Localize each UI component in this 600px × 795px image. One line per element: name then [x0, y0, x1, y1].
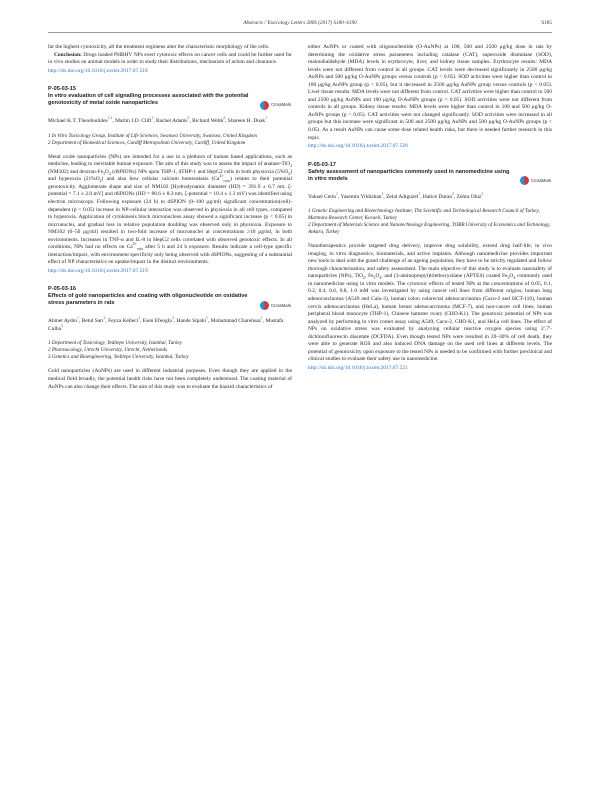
- crossmark-label: CrossMark: [271, 102, 292, 108]
- affiliations: [48, 133, 292, 147]
- right-column: [308, 44, 552, 372]
- author[interactable]: Ahmet Aydın$^1$: [48, 316, 79, 325]
- author[interactable]: Esen Efeoglu$^3$: [142, 316, 174, 325]
- doi-link[interactable]: http://dx.doi.org/10.1016/j.toxlet.2017.07.518: [48, 67, 148, 74]
- author[interactable]: Hatice Duran$^2$: [422, 191, 454, 200]
- author[interactable]: Richard Webb$^2$: [192, 116, 226, 125]
- author[interactable]: Mustafa Culha$^3$: [48, 318, 284, 332]
- affiliations: [48, 340, 292, 361]
- abstract-p-05-03-15: [48, 86, 292, 275]
- affiliation: 3 Genetics and Bioengineering, Yeditepe University, Istanbul, Turkey: [48, 354, 189, 361]
- crossmark-label: CrossMark: [271, 302, 292, 308]
- left-column: [48, 44, 292, 391]
- abstract-body: Metal oxide nanoparticles (NPs) are intended for a use in a plethora of human based applications, such as medicine, leading to inevitable human exposure. The aim of this study was to assess the impact of anatase-TiO$_2$ (NM102) and dextran-$Fe_3O_4$ (dSPIONs) NPs upon THP-1, dTHP-1 and HepG2 cells in both physioxia $(5\%O_2)$ and hyperoxia $(21\%O_2)$ and also how cellular calcium homeostasis $(Ca^{2+}_{cyto})$ relates to their potential genotoxicity. Agglomerate shape and size of NM102 [Hydrodynamic diameter (HD) = 391.9 ± 6.7 nm, ζ-potential = 7.1 ± 2.0 mV] and dSPIONs (HD = 88.6 ± 8.3 nm, ζ-potential = 10.4 ± 1.3 mV) was identified using electron microscopy. Following exposure (24 h) to dSPION (0–100 μg/ml) significant concentration(cell)-dependent (p < 0.05) increase in NP-cellular interaction was observed in physioxia in all cell types, compared to hyperoxia. Application of cytokinesis block micronucleus assay showed a significant increase (p < 0.05) in micronuclei, and gradual loss in relative population doubling was observed only in physioxia. Exposure to NM102 (0–50 μg/ml) resulted in two-fold increase of micronuclei at concentrations ≥10 μg/ml, in both environments. Increases in TNF-α and IL-8 in HepG2 cells correlated with observed genotoxic effects. In all conditions, NPs had no effects on $Ca^{2+}_{cyto}$ after 5 h and 24 h exposure. Results indicate a cell-type specific interaction/impact, with environment specificity only being observed with dSPIONs, suggesting of a substantial effect of NP characteristics on uptake/impact in the distinct environments.: [48, 153, 292, 266]
- affiliation: 1 Genetic Engineering and Biotechnology Institute, The Scientific and Technological Research Council of Turkey, Marmara Research Center, Kocaeli, Turkey: [308, 208, 540, 222]
- page-number: S185: [541, 20, 552, 26]
- author-list: Michael K.T. Theodoulides$^{1,2}$, Martin J.D. Clift$^1$, Rachel Adams$^2$, Richard Webb$^2$, Shareen H. Doak$^1$: [48, 116, 267, 125]
- abstract-id: P-05-03-16: [48, 286, 76, 293]
- journal-citation: Abstracts / Toxicology Letters 280S (2017) S180–S190: [243, 20, 357, 26]
- author[interactable]: Michael K.T. Theodoulides$^{1,2}$: [48, 116, 113, 125]
- abstract-p-05-03-17: [308, 162, 552, 373]
- conclusion-paragraph: [48, 52, 292, 67]
- doi-link[interactable]: http://dx.doi.org/10.1016/j.toxlet.2017.07.520: [308, 143, 408, 150]
- author[interactable]: Zelal Adiguzel$^1$: [386, 191, 421, 200]
- conclusion-text: Drugs loaded PHBHV NPs exert cytotoxic effects on cancer cells and could be further used for in vivo studies on animal models in order to study their distributions, mechanism of action and clearance.: [48, 51, 292, 66]
- author[interactable]: Shareen H. Doak$^1$: [227, 116, 267, 125]
- header-divider: [48, 32, 552, 33]
- affiliation: 1 Department of Toxicology, Yeditepe University, Istanbul, Turkey: [48, 340, 183, 347]
- crossmark-icon: [260, 301, 269, 310]
- abstract-id: P-05-03-15: [48, 86, 76, 93]
- paragraph-continued: far the highest cytotoxicity, all the treatment regimens alter the characteristic morphology of the cells.: [48, 44, 270, 50]
- author[interactable]: Hande Sipahi$^1$: [176, 316, 208, 325]
- affiliation: 2 Department of Biomedical Sciences, Cardiff Metropolitan University, Cardiff, United Kingdom: [48, 139, 246, 146]
- author[interactable]: Rachel Adams$^2$: [155, 116, 190, 125]
- abstract-body: Gold nanoparticles (AuNPs) are used in different industrial purposes. Even though they are applied in the medical field broadly, the potential health risks have not been completely understood. The coating material of AuNPs can also change their effects. The aim of this study was to evaluate the hazard characteristics of: [48, 368, 292, 390]
- affiliation: 2 Pharmacology, Utrecht University, Utrecht, Netherlands: [48, 347, 168, 354]
- abstract-title: Safety assessment of nanoparticles commonly used in nanomedicine using in vitro models: [308, 168, 510, 182]
- crossmark-badge[interactable]: [520, 175, 552, 187]
- crossmark-label: CrossMark: [531, 177, 552, 183]
- abstract-p-05-03-16: [48, 286, 292, 391]
- author[interactable]: Yuksel Cetin$^1$: [308, 191, 338, 200]
- paragraph-continued: either AuNPs or coated with oligonucleotide (O-AuNPs) at 100, 500 and 2500 μg/kg dose in rats by determining the oxidative stress parameters including catalase (CAT), superoxide dismutase (SOD), malondialdehyde (MDA) levels in erythrocyte, liver, and kidney tissue samples. Erythrocyte results: MDA levels were not different from control in all groups. CAT levels were decreased significantly in 2500 μg/kg AuNPs and 500 μg/kg O-AuNPs groups versus controls (p < 0.05). SOD activities were higher than control in 100 μg/kg AuNPs group (p < 0.05), but it decreased in 2500 μg/kg AuNPs group versus controls (p < 0.05). Liver tissue results: MDA levels were not different from control. CAT activities were higher than control in 500 and 2500 μg/kg AuNPs and 100 μg/kg O-AuNPs groups (p < 0.05). SOD activities were not different from controls in all groups. Kidney tissue results: MDA levels were higher than control in 100 and 500 μg/kg O-AuNPs groups (p < 0.05). CAT activities were not changed significantly. SOD activities were increased in all groups but this increase were significant in 500 and 2500 μg/kg AuNPs and 500 μg/kg O-AuNPs groups (p < 0.05). As a result AuNPs can cause some dose related health risks, but there is needed further research in this topic.: [308, 44, 552, 141]
- abstract-body: Nanotherapeutics provide targeted drug delivery, improve drug solubility, extend drug half-life, in vivo imaging, in vitro diagnostics, biomaterials, and active implants. Although nanomedicine provides important new tools to deal with the grand challenge of an ageing population, they have to be strictly regulated and follow thorough characterization, and safety assessment. The main objective of this study is to evaluate nanosafety of nanoparticles (NPs), TiO$_2$, $Fe_3O_4$, and (3-aminopropyl)triethoxysilane (APTES) coated $Fe_3O_4$ commonly used in nanomedicine using in vitro models. The cytotoxic effects of tested NPs at the concentrations of 0.05, 0.1, 0.2, 0.4, 0.6, 0.8, 1.0 mM was investigated by using cancer cell lines from different origins; human lung adenocarcinoma (A549 and Calu-3), human colon colorectal adenocarcinoma (Caco-2 and HCT-116), human cervix adenocarcinoma (HeLa), human breast adenocarcinoma (MCF-7), and non-cancer cell lines; human peripheral blood monocyte (THP-1), Chinese hamster ovary (CHO-K1). The genotoxic potential of NPs was analyzed by performing in vitro comet assay using A549, Caco-2, CHO-K1, and HeLa cell lines. The effect of NPs on oxidative stress was evaluated by analyzing cellular reactive oxygen species using 2′,7′-dichlorofluorescin diacetate (DCFDA). Even though tested NPs were resulted in 20–30% of cell death, they were able to generate ROS and also induced DNA damage on the used cell lines at different levels. The potential of genotoxicity upon exposure to the tested NPs is needed to be confirmed with further preclinical and clinical studies to evaluate their safety use in nanomedicine.: [308, 243, 552, 363]
- conclusion-label: Conclusion:: [54, 51, 82, 58]
- affiliations: [308, 208, 552, 236]
- author[interactable]: Zehra Oluz$^2$: [456, 191, 484, 200]
- author[interactable]: Mohammad Charehsaz$^1$: [210, 316, 263, 325]
- affiliation: 1 In Vitro Toxicology Group, Institute of Life Sciences, Swansea University, Swansea, United Kingdom: [48, 132, 257, 139]
- author-list: Ahmet Aydın$^1$, Betul Sarı$^2$, Feyza Kelleci$^1$, Esen Efeoglu$^3$, Hande Sipahi$^1$, Mohammad Charehsaz$^1$, Mustafa Culha$^3$: [48, 316, 284, 332]
- author[interactable]: Betul Sarı$^2$: [81, 316, 106, 325]
- author[interactable]: Feyza Kelleci$^1$: [108, 316, 141, 325]
- abstract-title: In vitro evaluation of cell signalling processes associated with the potential genotoxicity of metal oxide nanoparticles: [48, 93, 249, 107]
- abstract-title: Effects of gold nanoparticles and coating with oligonucleotide on oxidative stress parameters in rats: [48, 293, 248, 307]
- author[interactable]: Yasemin Yildizhan$^1$: [340, 191, 384, 200]
- crossmark-badge[interactable]: [260, 299, 292, 311]
- author[interactable]: Martin J.D. Clift$^1$: [115, 116, 154, 125]
- running-header: [48, 20, 552, 32]
- affiliation: 2 Department of Materials Science and Nanotechnology Engineering, TOBB University of Economics and Technology, Ankara, Turkey: [308, 222, 551, 236]
- crossmark-icon: [520, 176, 529, 185]
- author-list: Yuksel Cetin$^1$, Yasemin Yildizhan$^1$, Zelal Adiguzel$^1$, Hatice Duran$^2$, Zehra Oluz$^2$: [308, 191, 484, 200]
- abstract-id: P-05-03-17: [308, 161, 336, 168]
- crossmark-badge[interactable]: [260, 99, 292, 111]
- doi-link[interactable]: http://dx.doi.org/10.1016/j.toxlet.2017.07.521: [308, 364, 408, 371]
- crossmark-icon: [260, 101, 269, 110]
- doi-link[interactable]: http://dx.doi.org/10.1016/j.toxlet.2017.07.519: [48, 267, 148, 274]
